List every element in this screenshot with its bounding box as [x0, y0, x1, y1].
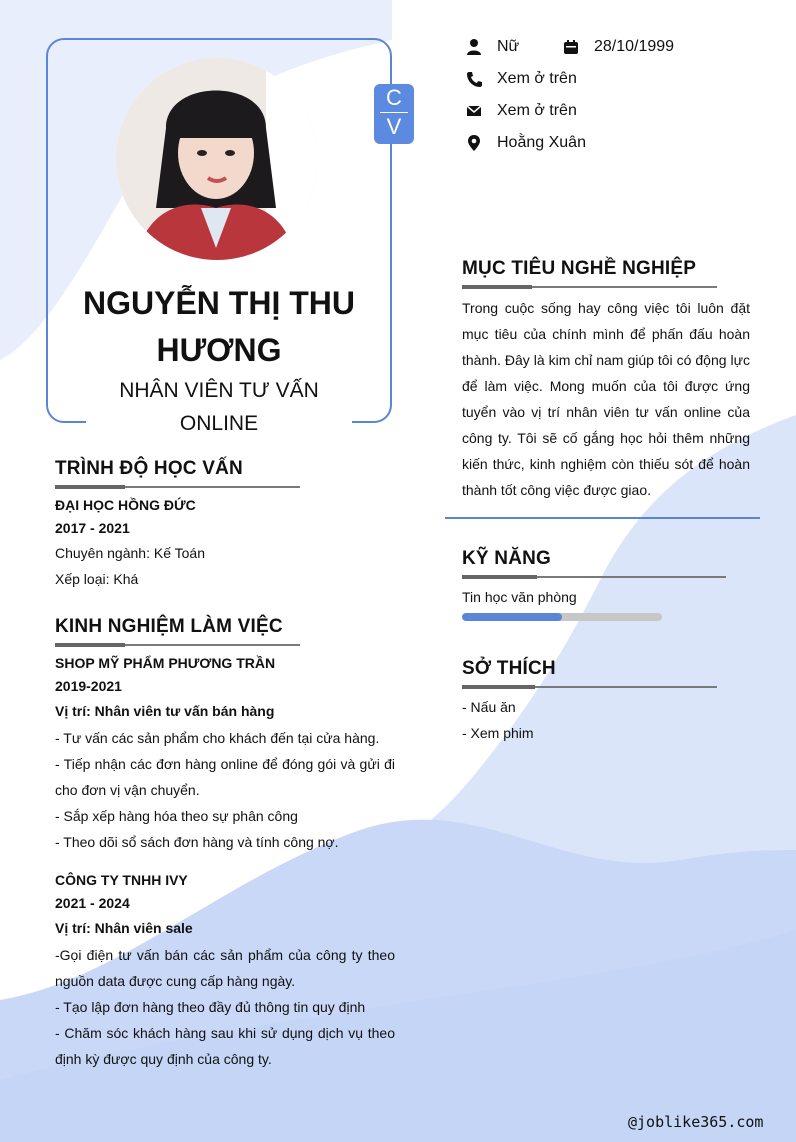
section-divider	[445, 517, 760, 519]
education-school: ĐẠI HỌC HỒNG ĐỨC	[55, 497, 196, 513]
map-pin-icon	[465, 134, 483, 152]
job-title	[86, 374, 352, 440]
hobby-item: - Xem phim	[462, 725, 534, 741]
education-underline-accent	[55, 485, 125, 489]
envelope-icon	[465, 102, 483, 120]
skill-name: Tin học văn phòng	[462, 589, 577, 605]
gender-value: Nữ	[497, 38, 520, 55]
job-2-duty: -Gọi điện tư vấn bán các sản phẩm của công ty theo nguồn data được cung cấp hàng ngày.	[55, 947, 395, 989]
hobbies-heading: SỞ THÍCH	[462, 658, 556, 679]
experience-heading: KINH NGHIỆM LÀM VIỆC	[55, 616, 283, 637]
full-name	[56, 280, 382, 374]
objective-heading: MỤC TIÊU NGHỀ NGHIỆP	[462, 258, 697, 279]
job-1-duty: - Sắp xếp hàng hóa theo sự phân công	[55, 808, 298, 824]
name-line-2: HƯƠNG	[156, 332, 282, 368]
cv-badge-c: C	[386, 85, 402, 110]
avatar	[116, 58, 318, 260]
user-icon	[465, 38, 483, 56]
job-1-position: Vị trí: Nhân viên tư vấn bán hàng	[55, 703, 275, 719]
job-1-duty: - Theo dõi sổ sách đơn hàng và tính công nợ.	[55, 834, 339, 850]
cv-badge-v: V	[386, 114, 402, 139]
email-value: Xem ở trên	[497, 102, 577, 119]
title-line-2: ONLINE	[179, 412, 259, 435]
job-2-company: CÔNG TY TNHH IVY	[55, 872, 188, 888]
hobby-item: - Nấu ăn	[462, 699, 516, 715]
phone-value: Xem ở trên	[497, 70, 577, 87]
job-2-position: Vị trí: Nhân viên sale	[55, 920, 193, 936]
job-1-company: SHOP MỸ PHẨM PHƯƠNG TRẦN	[55, 655, 276, 671]
title-line-1: NHÂN VIÊN TƯ VẤN	[119, 379, 319, 402]
education-major: Chuyên ngành: Kế Toán	[55, 545, 205, 561]
phone-icon	[465, 70, 483, 88]
skills-underline-accent	[462, 575, 537, 579]
skills-heading: KỸ NĂNG	[462, 548, 552, 569]
name-line-1: NGUYỄN THỊ THU	[83, 285, 355, 321]
education-heading: TRÌNH ĐỘ HỌC VẤN	[55, 458, 243, 479]
job-2-duty: - Chăm sóc khách hàng sau khi sử dụng dịch vụ theo định kỳ được quy định của công ty.	[55, 1025, 395, 1067]
objective-underline-accent	[462, 285, 532, 289]
job-1-years: 2019-2021	[55, 678, 122, 694]
calendar-icon	[562, 38, 580, 56]
job-1-duties	[55, 725, 395, 855]
skill-level-fill	[462, 613, 562, 621]
experience-underline-accent	[55, 643, 125, 647]
education-rank: Xếp loại: Khá	[55, 571, 139, 587]
portrait-photo-icon	[116, 58, 318, 260]
skill-level-bar	[462, 613, 662, 621]
objective-text: Trong cuộc sống hay công việc tôi luôn đặt mục tiêu của chính mình để phấn đấu hoàn thành. Đây là kim chỉ nam giúp tôi có động lực để làm việc. Mong muốn của tôi được ứng tuyển vào vị trí nhân viên tư vấn online của công ty. Tôi sẽ cố gắng học hỏi thêm những kiến thức, kinh nghiệm còn thiếu sót để hoàn thành tốt công việc được giao.	[462, 300, 750, 498]
job-2-duty: - Tạo lập đơn hàng theo đầy đủ thông tin quy định	[55, 999, 366, 1015]
job-1-duty: - Tiếp nhận các đơn hàng online để đóng gói và gửi đi cho đơn vị vận chuyển.	[55, 756, 395, 798]
address-value: Hoằng Xuân	[497, 134, 586, 151]
cv-badge	[374, 84, 414, 144]
job-2-years: 2021 - 2024	[55, 895, 130, 911]
birthday-value: 28/10/1999	[594, 38, 675, 55]
education-years: 2017 - 2021	[55, 520, 130, 536]
job-2-duties	[55, 942, 395, 1072]
hobbies-underline-accent	[462, 685, 535, 689]
job-1-duty: - Tư vấn các sản phẩm cho khách đến tại cửa hàng.	[55, 730, 380, 746]
footer-handle: @joblike365.com	[628, 1113, 764, 1131]
